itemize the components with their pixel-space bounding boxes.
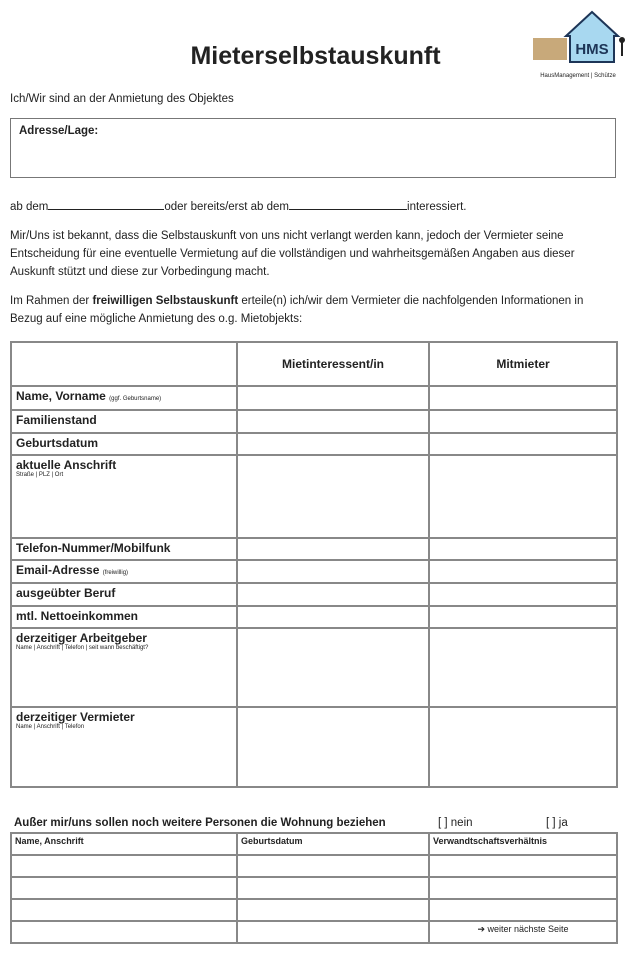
table-row [11,628,617,707]
table-row [11,583,617,606]
applicant-cell[interactable] [237,455,429,538]
row-label: Telefon-Nummer/Mobilfunk [11,538,237,560]
table-row [11,606,617,628]
paragraph-2: Im Rahmen der freiwilligen Selbstauskunft erteile(n) ich/wir dem Vermieter die nachfolgenden Informationen in Bezug auf eine mögliche Anmietung des o.g. Mietobjekts: [10,295,584,325]
address-field[interactable] [10,118,616,178]
row-hint: Name | Anschrift | Telefon [16,724,85,730]
date-label-end: interessiert. [407,201,467,213]
cotenant-cell[interactable] [429,386,617,410]
applicant-cell[interactable] [237,386,429,410]
svg-text:HMS: HMS [575,41,609,58]
cotenant-cell[interactable] [429,707,617,787]
date-from-input[interactable] [48,197,164,210]
row-hint: Name | Anschrift | Telefon | seit wann beschäftigt? [16,645,149,651]
persons-header-name: Name, Anschrift [11,833,237,855]
paragraph-1: Mir/Uns ist bekannt, dass die Selbstauskunft von uns nicht verlangt werden kann, jedoch der Vermieter seine Entscheidung für eine eventuelle Vermietung auf die vollständigen und wahrheitsgemäßen Angaben aus dieser Auskunft stützt und diese zur Vorbedingung macht. [10,230,575,278]
row-label: derzeitiger Vermieter Name | Anschrift | Telefon [11,707,237,787]
applicant-cell[interactable] [237,560,429,583]
persons-table [10,832,618,944]
persons-question: Außer mir/uns sollen noch weitere Personen die Wohnung beziehen [14,817,386,829]
persons-yes-checkbox[interactable]: [ ] ja [546,817,568,829]
applicant-cell[interactable] [237,628,429,707]
persons-row[interactable] [11,855,617,877]
table-row [11,560,617,583]
date-label-alt: oder bereits/erst ab dem [164,201,290,213]
applicant-cell[interactable] [237,707,429,787]
cotenant-cell[interactable] [429,560,617,583]
applicant-cell[interactable] [237,410,429,433]
table-row [11,410,617,433]
persons-row[interactable] [11,877,617,899]
header-applicant: Mietinteressent/in [237,342,429,386]
cotenant-cell[interactable] [429,455,617,538]
cotenant-cell[interactable] [429,538,617,560]
next-page-note: ➔ weiter nächste Seite [429,921,617,943]
applicant-cell[interactable] [237,538,429,560]
persons-header-relation: Verwandtschaftsverhältnis [429,833,617,855]
header-cotenant: Mitmieter [429,342,617,386]
cotenant-cell[interactable] [429,433,617,455]
cotenant-cell[interactable] [429,628,617,707]
applicant-cell[interactable] [237,583,429,606]
row-label: Name, Vorname (ggf. Geburtsname) [11,386,237,410]
table-row [11,455,617,538]
row-hint: Straße | PLZ | Ort [16,472,64,478]
logo-subtitle: HausManagement | Schütze [540,73,616,79]
persons-no-checkbox[interactable]: [ ] nein [438,817,473,829]
row-hint: (freiwillig) [102,570,129,576]
persons-header-birth: Geburtsdatum [237,833,429,855]
row-label: derzeitiger Arbeitgeber Name | Anschrift | Telefon | seit wann beschäftigt? [11,628,237,707]
table-row [11,538,617,560]
applicant-cell[interactable] [237,433,429,455]
row-hint: (ggf. Geburtsname) [109,396,162,402]
date-line [10,197,466,216]
row-label: ausgeübter Beruf [11,583,237,606]
date-alt-input[interactable] [289,197,407,210]
row-label: Email-Adresse (freiwillig) [11,560,237,583]
persons-row[interactable] [11,921,617,943]
row-label: mtl. Nettoeinkommen [11,606,237,628]
cotenant-cell[interactable] [429,583,617,606]
address-label: Adresse/Lage: [19,125,99,137]
applicant-cell[interactable] [237,606,429,628]
table-row [11,433,617,455]
intro-text: Ich/Wir sind an der Anmietung des Objektes [10,93,234,105]
applicant-table [10,341,618,788]
table-row [11,707,617,787]
page-title: Mieterselbstauskunft [190,42,441,70]
date-label-from: ab dem [10,201,49,213]
table-row [11,386,617,410]
hms-logo [528,8,628,80]
persons-row[interactable] [11,899,617,921]
cotenant-cell[interactable] [429,606,617,628]
row-label: Geburtsdatum [11,433,237,455]
row-label: aktuelle Anschrift Straße | PLZ | Ort [11,455,237,538]
cotenant-cell[interactable] [429,410,617,433]
row-label: Familienstand [11,410,237,433]
